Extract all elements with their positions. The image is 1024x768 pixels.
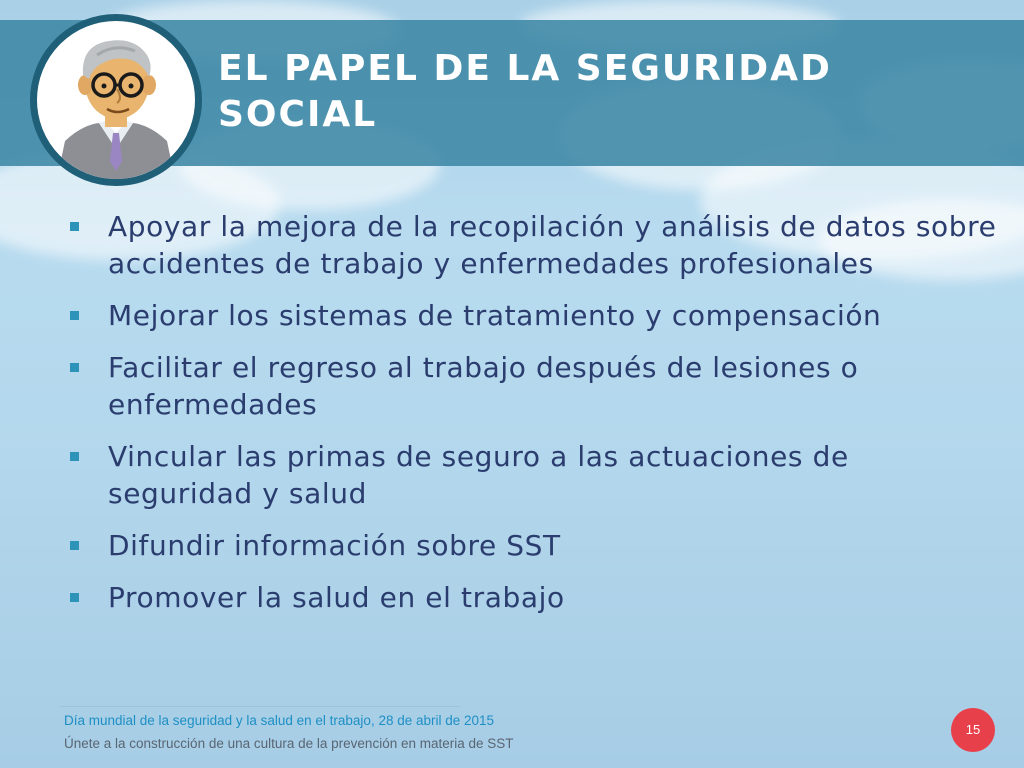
bullet-text: Facilitar el regreso al trabajo después de lesiones o enfermedades bbox=[108, 351, 859, 421]
bullet-text: Vincular las primas de seguro a las actuaciones de seguridad y salud bbox=[108, 440, 849, 510]
footer-divider bbox=[60, 706, 460, 707]
slide-title: EL PAPEL DE LA SEGURIDAD SOCIAL bbox=[218, 48, 832, 135]
square-bullet-icon bbox=[70, 363, 79, 372]
footer-campaign-text: Únete a la construcción de una cultura de la prevención en materia de SST bbox=[64, 736, 514, 751]
professor-avatar-icon bbox=[30, 14, 202, 186]
bullet-text: Promover la salud en el trabajo bbox=[108, 581, 565, 614]
square-bullet-icon bbox=[70, 311, 79, 320]
square-bullet-icon bbox=[70, 541, 79, 550]
footer-event-text: Día mundial de la seguridad y la salud en el trabajo, 28 de abril de 2015 bbox=[64, 713, 495, 728]
square-bullet-icon bbox=[70, 222, 79, 231]
page-number-badge: 15 bbox=[951, 708, 995, 752]
square-bullet-icon bbox=[70, 452, 79, 461]
bullet-item bbox=[68, 527, 998, 564]
bullet-text: Mejorar los sistemas de tratamiento y compensación bbox=[108, 299, 882, 332]
bullet-text: Apoyar la mejora de la recopilación y análisis de datos sobre accidentes de trabajo y enfermedades profesionales bbox=[108, 210, 997, 280]
bullet-item bbox=[68, 579, 998, 616]
square-bullet-icon bbox=[70, 593, 79, 602]
bullet-item bbox=[68, 438, 998, 512]
bullet-text: Difundir información sobre SST bbox=[108, 529, 561, 562]
bullet-list bbox=[68, 208, 998, 631]
bullet-item bbox=[68, 208, 998, 282]
bullet-item bbox=[68, 297, 998, 334]
bullet-item bbox=[68, 349, 998, 423]
